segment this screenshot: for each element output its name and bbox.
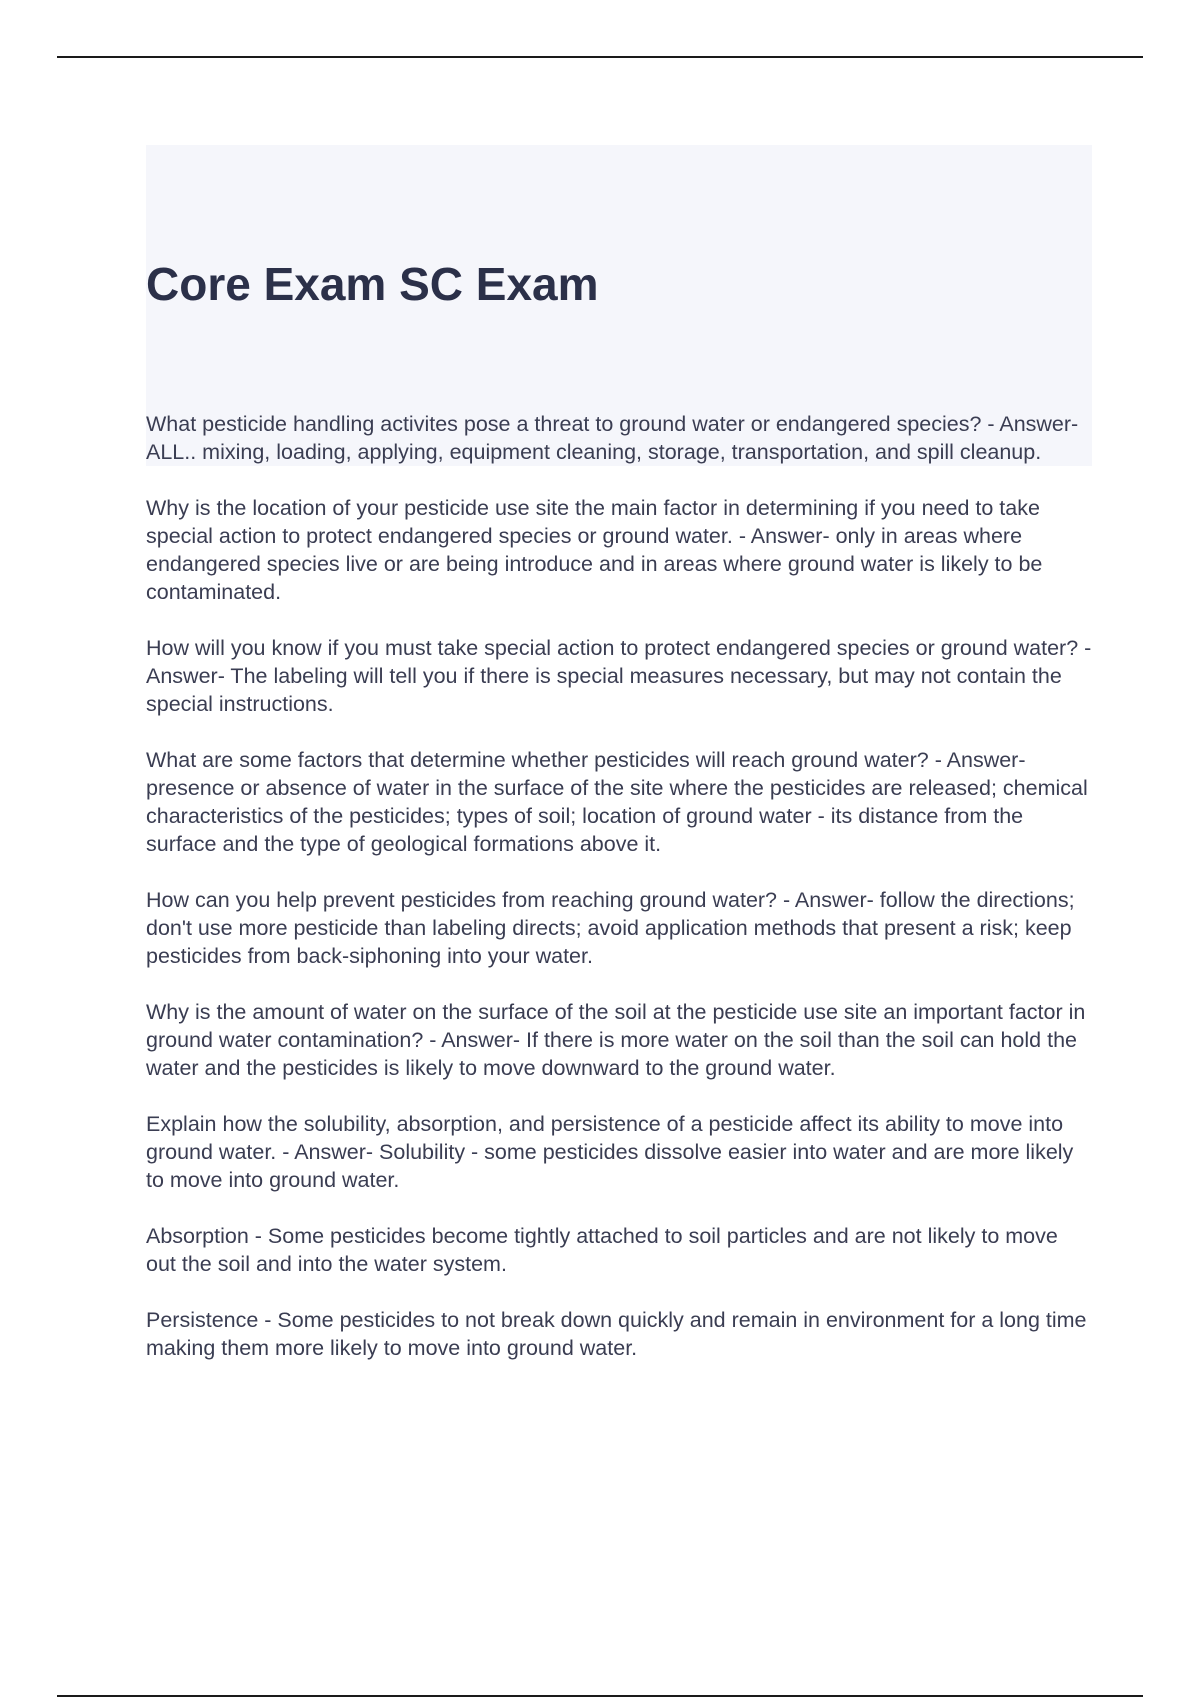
- qa-entry-9: Persistence - Some pesticides to not break down quickly and remain in environment for a long time making them more likely to move into ground water.: [146, 1308, 1087, 1360]
- document-body: [146, 145, 1092, 1390]
- qa-entry-3: How will you know if you must take special action to protect endangered species or ground water? - Answer- The labeling will tell you if there is special measures necessary, but may not contain the special instructions.: [146, 636, 1092, 716]
- top-rule: [57, 56, 1143, 58]
- document-title: Core Exam SC Exam: [146, 258, 599, 310]
- qa-entry-1: What pesticide handling activites pose a threat to ground water or endangered species? - Answer- ALL.. mixing, loading, applying, equipment cleaning, storage, transportation, and spill cleanup.: [146, 410, 1092, 466]
- bottom-rule: [57, 1695, 1143, 1697]
- qa-entry-5: How can you help prevent pesticides from reaching ground water? - Answer- follow the directions; don't use more pesticide than labeling directs; avoid application methods that present a risk; keep pesticides from back-siphoning into your water.: [146, 888, 1075, 968]
- qa-entry-4: What are some factors that determine whether pesticides will reach ground water? - Answer- presence or absence of water in the surface of the site where the pesticides are released; chemical characteristics of the pesticides; types of soil; location of ground water - its distance from the surface and the type of geological formations above it.: [146, 748, 1088, 856]
- title-block: [146, 145, 1092, 410]
- qa-entry-8: Absorption - Some pesticides become tightly attached to soil particles and are not likely to move out the soil and into the water system.: [146, 1224, 1058, 1276]
- qa-entry-2: Why is the location of your pesticide use site the main factor in determining if you need to take special action to protect endangered species or ground water. - Answer- only in areas where endangered species live or are being introduce and in areas where ground water is likely to be contaminated.: [146, 496, 1043, 604]
- qa-list: [146, 410, 1092, 1362]
- qa-entry-7: Explain how the solubility, absorption, and persistence of a pesticide affect its ability to move into ground water. - Answer- Solubility - some pesticides dissolve easier into water and are more likely to move into ground water.: [146, 1112, 1074, 1192]
- qa-entry-6: Why is the amount of water on the surface of the soil at the pesticide use site an important factor in ground water contamination? - Answer- If there is more water on the soil than the soil can hold the water and the pesticides is likely to move downward to the ground water.: [146, 1000, 1086, 1080]
